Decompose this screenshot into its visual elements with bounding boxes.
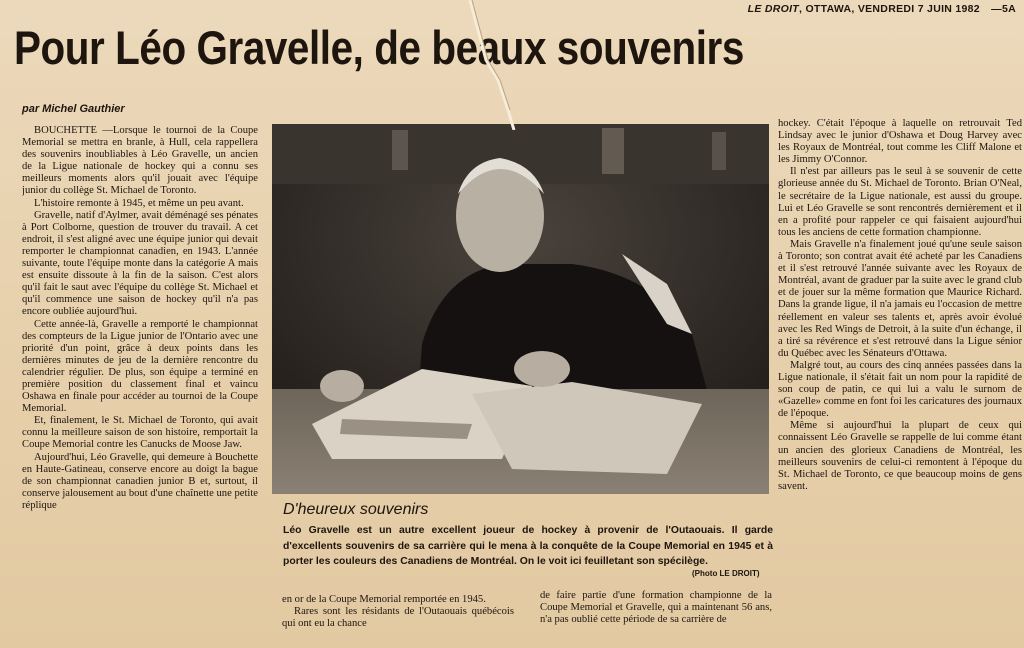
paragraph: hockey. C'était l'époque à laquelle on retrouvait Ted Lindsay avec le junior d'Oshawa et Doug Harvey avec les Royaux de Montréal, tout comme les Cliff Malone et les Jimmy O'Connor. [778,118,1022,166]
paragraph: Aujourd'hui, Léo Gravelle, qui demeure à Bouchette en Haute-Gatineau, conserve encore au doigt la bague de son championnat canadien junior B et, surtout, il conserve jalousement au bout d'une chaînette une petite réplique [22,451,258,511]
paragraph: Rares sont les résidants de l'Outaouais québécois qui ont eu la chance [282,606,514,630]
caption-body: Léo Gravelle est un autre excellent joueur de hockey à provenir de l'Outaouais. Il garde d'excellents souvenirs de sa carrière qui le mena à la conquête de la Coupe Memorial en 1945 et à porter les couleurs des Canadiens de Montréal. On le voit ici feuilletant son spécilège. [283,525,773,567]
article-column-1 [22,125,258,648]
dateline: , OTTAWA, VENDREDI 7 JUIN 1982 [799,3,980,15]
paragraph: Mais Gravelle n'a finalement joué qu'une seule saison à Toronto; son contrat avait été acheté par les Canadiens et il s'est retrouvé l'année suivante avec les Royaux de Montréal, avant de graduer par la suite avec le grand club et de jouer sur la même formation que Maurice Richard. Dans la grande ligue, il n'a jamais eu l'occasion de mettre réellement en valeur ses talents et, après avoir évolué avec les Red Wings de Detroit, à la suite d'un échange, il a tiré sa révérence et s'est retrouvé dans la Ligue sénior du Québec avec les Sénateurs d'Ottawa. [778,238,1022,359]
paragraph: Malgré tout, au cours des cinq années passées dans la Ligue nationale, il s'était fait un nom pour la rapidité de son coup de patin, ce qui lui a valu le surnom de «Gazelle» comme en font foi les caricatures des journaux de l'époque. [778,359,1022,420]
article-column-2 [282,594,514,648]
article-column-4 [778,118,1022,648]
paragraph: L'histoire remonte à 1945, et même un peu avant. [34,197,244,209]
paragraph: de faire partie d'une formation championne de la Coupe Memorial et Gravelle, qui a maintenant 56 ans, n'a pas oublié cette période de sa carrière de [540,590,772,626]
caption-title: D'heureux souvenirs [283,501,429,518]
byline: par Michel Gauthier [22,103,125,115]
paragraph: Même si aujourd'hui la plupart de ceux qui connaissent Léo Gravelle se rappelle de lui comme étant un ancien des glorieux Canadiens de Montréal, les meilleurs souvenirs de celui-ci remontent à l'époque du St. Michael de Toronto, ce que beaucoup moins de gens savent. [778,420,1022,492]
photo-credit: (Photo LE DROIT) [692,569,760,578]
paragraph: Il n'est par ailleurs pas le seul à se souvenir de cette glorieuse année du St. Michael de Toronto. Brian O'Neal, le secrétaire de la Ligue nationale, est aussi du groupe. Lui et Léo Gravelle se sont rencontrés dernièrement et il en a profité pour rappeler ce qui faisaient aujourd'hui tous les anciens de cette formation championne. [778,166,1022,238]
paragraph: BOUCHETTE —Lorsque le tournoi de la Coupe Memorial se mettra en branle, à Hull, cela rappellera des souvenirs inoubliables à Léo Gravelle, un ancien de la Ligue nationale de hockey qui a connu ses meilleurs moments alors qu'il jouait avec l'équipe junior du collège St. Michael de Toronto. [22,125,258,197]
paragraph: en or de la Coupe Memorial remportée en 1945. [282,594,486,605]
paragraph: Cette année-là, Gravelle a remporté le championnat des compteurs de la Ligue junior de l'Ontario avec une priorité d'un point, grâce à deux points dans les dernières minutes de jeu de la dernière rencontre du calendrier régulier. De plus, son équipe a terminé en première position du classement final et vaincu Oshawa en finale pour accéder au tournoi de la Coupe Memorial. [22,318,258,415]
paragraph: Gravelle, natif d'Aylmer, avait déménagé ses pénates à Port Colborne, question de trouver du travail. A cet endroit, il s'est aligné avec une équipe junior qui devait remporter le championnat canadien, en 1943. L'année suivante, toute l'équipe monte dans la catégorie A mais est ensuite dissoute à la fin de la saison. C'est alors qu'il fait le saut avec l'équipe du collège St. Michael et qu'il commence une saison de hockey qu'il n'a pas encore oubliée aujourd'hui. [22,209,258,318]
photo-illustration [272,124,769,494]
article-column-3 [540,590,772,648]
headline: Pour Léo Gravelle, de beaux souvenirs [14,21,744,74]
paragraph: Et, finalement, le St. Michael de Toronto, qui avait connu la meilleure saison de son histoire, remportait la Coupe Memorial contre les Canucks de Moose Jaw. [22,415,258,451]
page-number: —5A [991,3,1016,15]
running-head [748,3,1016,15]
newspaper-name: LE DROIT [747,3,800,15]
photo-leo-gravelle-scrapbook [272,124,769,494]
